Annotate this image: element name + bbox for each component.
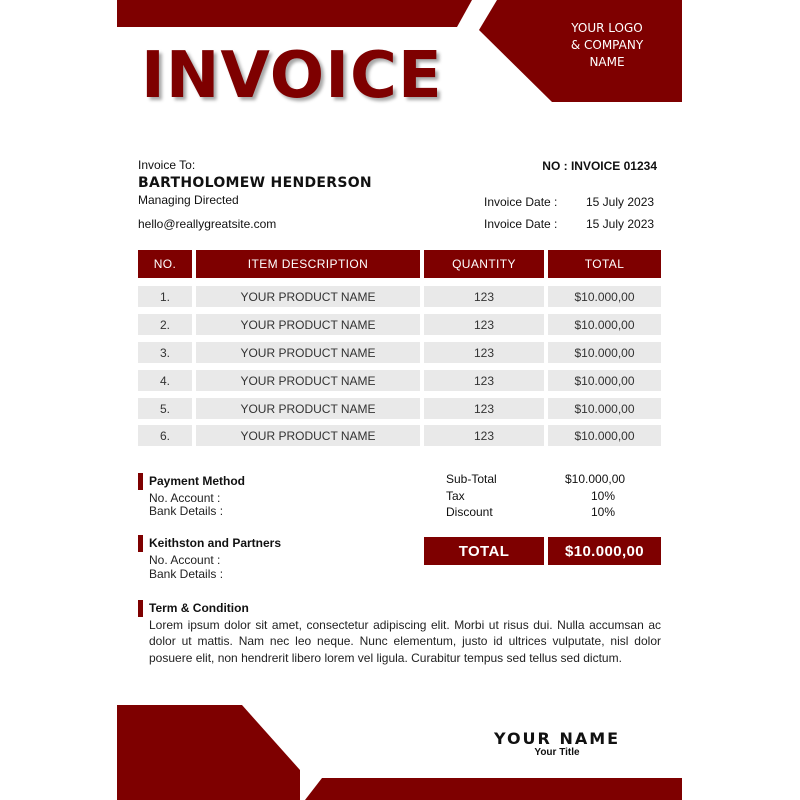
- section-marker: [138, 473, 143, 490]
- invoice-page: [117, 0, 682, 800]
- logo-line-1: YOUR LOGO: [571, 21, 643, 35]
- row-quantity: 123: [424, 342, 544, 363]
- row-total: $10.000,00: [548, 398, 661, 419]
- signature-title: Your Title: [534, 747, 580, 758]
- table-row: [138, 398, 661, 419]
- row-no: 3.: [138, 342, 192, 363]
- invoice-date-value-2: 15 July 2023: [586, 217, 655, 231]
- table-row: [138, 286, 661, 307]
- table-row: [138, 370, 661, 391]
- row-no: 5.: [138, 398, 192, 419]
- bottom-right-band: [305, 778, 682, 800]
- tax-value: 10%: [591, 489, 616, 503]
- row-total: $10.000,00: [548, 342, 661, 363]
- row-description: YOUR PRODUCT NAME: [196, 314, 420, 335]
- table-header-total: TOTAL: [548, 250, 661, 278]
- table-row: [138, 314, 661, 335]
- table-header-description: ITEM DESCRIPTION: [196, 250, 420, 278]
- logo-line-2: & COMPANY: [570, 38, 644, 52]
- row-quantity: 123: [424, 398, 544, 419]
- row-description: YOUR PRODUCT NAME: [196, 342, 420, 363]
- subtotal-label: Sub-Total: [446, 472, 497, 486]
- client-role: Managing Directed: [138, 193, 239, 207]
- logo-line-3: NAME: [589, 55, 625, 69]
- discount-value: 10%: [591, 505, 616, 519]
- row-description: YOUR PRODUCT NAME: [196, 286, 420, 307]
- row-total: $10.000,00: [548, 370, 661, 391]
- row-no: 4.: [138, 370, 192, 391]
- row-total: $10.000,00: [548, 314, 661, 335]
- row-description: YOUR PRODUCT NAME: [196, 370, 420, 391]
- table-header-no: NO.: [138, 250, 192, 278]
- partner-title: Keithston and Partners: [149, 536, 282, 550]
- client-name: BARTHOLOMEW HENDERSON: [138, 175, 372, 191]
- terms-title: Term & Condition: [149, 601, 249, 615]
- terms-text: Lorem ipsum dolor sit amet, consectetur adipiscing elit. Morbi ut risus dui. Nulla accumsan ac dolor ut mattis. Nam nec leo neque. Nunc elementum, justo id ultrices vulputate, nisl dolor posuere elit, non hendrerit libero lorem vel ligula. Curabitur tempus sed tellus sed dictum.: [149, 618, 661, 665]
- subtotal-value: $10.000,00: [565, 472, 626, 486]
- invoice-number: NO : INVOICE 01234: [542, 159, 657, 173]
- row-description: YOUR PRODUCT NAME: [196, 425, 420, 446]
- total-value: $10.000,00: [548, 537, 661, 565]
- invoice-date-label-1: Invoice Date :: [484, 195, 558, 209]
- company-logo-text: [547, 20, 667, 71]
- row-quantity: 123: [424, 286, 544, 307]
- invoice-to-label: Invoice To:: [138, 158, 196, 172]
- total-label: TOTAL: [424, 537, 544, 565]
- discount-label: Discount: [446, 505, 493, 519]
- tax-label: Tax: [446, 489, 465, 503]
- row-quantity: 123: [424, 425, 544, 446]
- bottom-left-band: [117, 705, 300, 800]
- partner-account-label: No. Account :: [149, 553, 221, 567]
- payment-method-title: Payment Method: [149, 474, 246, 488]
- client-email: hello@reallygreatsite.com: [138, 217, 277, 231]
- table-row: [138, 342, 661, 363]
- payment-account-label: No. Account :: [149, 491, 221, 505]
- row-total: $10.000,00: [548, 425, 661, 446]
- signature-name: YOUR NAME: [493, 729, 621, 748]
- row-no: 2.: [138, 314, 192, 335]
- invoice-date-value-1: 15 July 2023: [586, 195, 655, 209]
- invoice-date-label-2: Invoice Date :: [484, 217, 558, 231]
- row-no: 1.: [138, 286, 192, 307]
- row-quantity: 123: [424, 370, 544, 391]
- row-no: 6.: [138, 425, 192, 446]
- table-header-quantity: QUANTITY: [424, 250, 544, 278]
- table-row: [138, 425, 661, 446]
- section-marker: [138, 600, 143, 617]
- top-band: [117, 0, 472, 27]
- payment-bank-label: Bank Details :: [149, 504, 224, 518]
- row-quantity: 123: [424, 314, 544, 335]
- row-total: $10.000,00: [548, 286, 661, 307]
- partner-bank-label: Bank Details :: [149, 567, 224, 581]
- invoice-title: INVOICE: [141, 39, 443, 113]
- section-marker: [138, 535, 143, 552]
- row-description: YOUR PRODUCT NAME: [196, 398, 420, 419]
